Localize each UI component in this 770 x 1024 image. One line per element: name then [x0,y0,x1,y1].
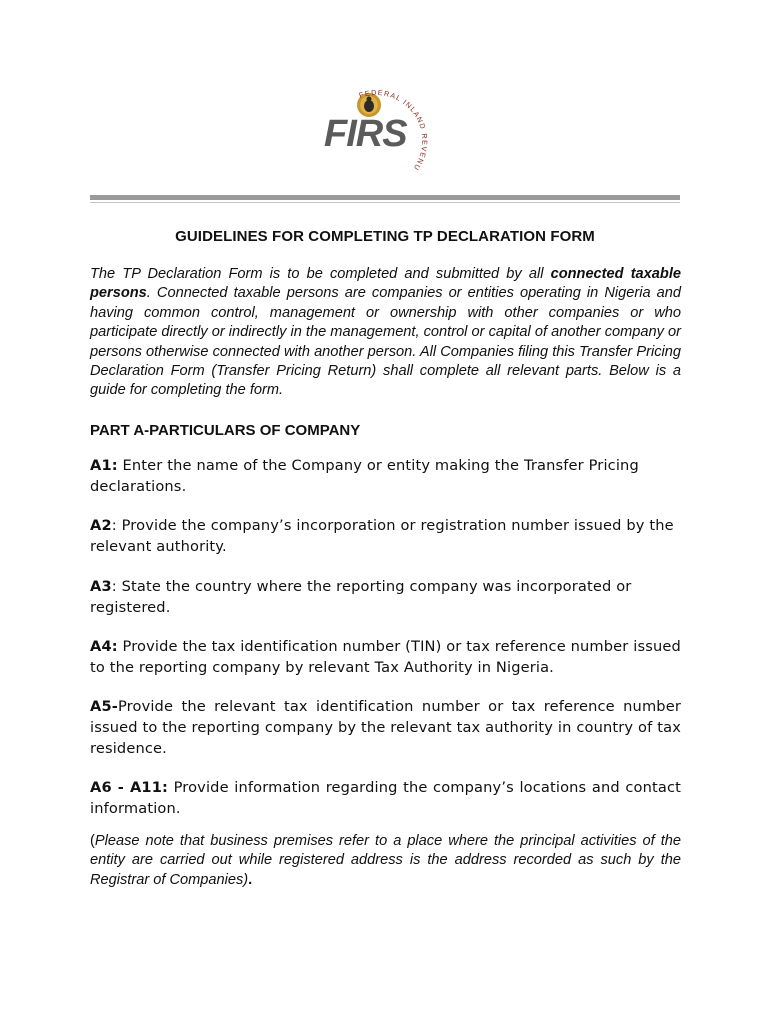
guideline-item-a5 [90,696,681,759]
header-divider-thin [90,202,680,203]
guideline-item-a3 [90,576,681,618]
firs-logo [312,84,462,176]
note-period: . [248,871,253,888]
firs-logo-graphic [312,84,462,176]
note-paragraph [90,832,681,890]
item-text: Enter the name of the Company or entity making the Transfer Pricing declarations. [90,457,639,495]
item-text: Provide information regarding the company’s locations and contact information. [90,779,681,817]
guideline-item-a2 [90,515,681,557]
logo-arc-text: FEDERAL INLAND REVENU [357,87,430,173]
section-heading-part-a: PART A-PARTICULARS OF COMPANY [90,422,361,439]
guideline-item-a6-a11 [90,777,681,819]
logo-wordmark: FIRS [324,113,407,155]
intro-bold-term: connected taxable persons [90,266,681,302]
item-text: Provide the tax identification number (TIN) or tax reference number issued to the reporting company by relevant Tax Authority in Nigeria. [90,638,681,676]
item-label: A2 [90,517,112,534]
item-label: A6 - A11: [90,779,169,796]
item-label: A3 [90,578,112,595]
page-title: GUIDELINES FOR COMPLETING TP DECLARATION FORM [175,228,595,245]
intro-text-end: . Connected taxable persons are companies or entities operating in Nigeria and having common control, management or ownership with other companies or who participate directly or indirectly in the management, control or capital of another company or persons otherwise connected with another person. All Companies filing this Transfer Pricing Declaration Form (Transfer Pricing Return) shall complete all relevant parts. Below is a guide for completing the form. [90,285,681,399]
item-text: : State the country where the reporting company was incorporated or registered. [90,578,632,616]
intro-paragraph [90,265,681,401]
note-text: Please note that business premises refer to a place where the principal activities of the entity are carried out while registered address is the address recorded as such by the Registrar of Companies) [90,833,681,888]
item-text: : Provide the company’s incorporation or registration number issued by the relevant authority. [90,517,674,555]
note-open-paren: ( [90,833,95,849]
item-label: A4: [90,638,118,655]
item-label: A5- [90,698,118,715]
item-label: A1: [90,457,118,474]
guideline-item-a4 [90,636,681,678]
intro-text-start: The TP Declaration Form is to be completed and submitted by all [90,266,551,282]
guideline-item-a1 [90,455,681,497]
header-divider [90,195,680,200]
item-text: Provide the relevant tax identification number or tax reference number issued to the reporting company by the relevant tax authority in country of tax residence. [90,698,681,757]
